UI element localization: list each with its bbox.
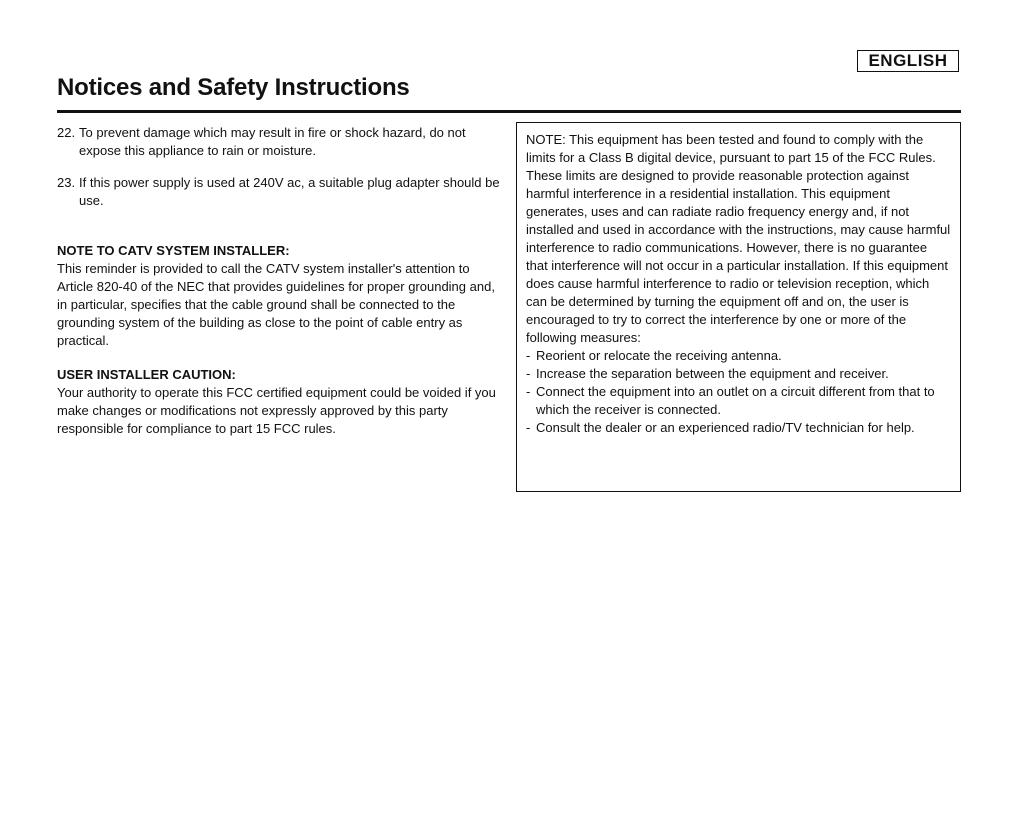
title-divider	[57, 110, 961, 113]
measures-list	[526, 347, 952, 437]
list-item	[526, 347, 952, 365]
caution-heading: USER INSTALLER CAUTION:	[57, 367, 236, 382]
item-text: To prevent damage which may result in fire or shock hazard, do not expose this appliance to rain or moisture.	[79, 125, 466, 158]
catv-heading: NOTE TO CATV SYSTEM INSTALLER:	[57, 243, 290, 258]
page-title: Notices and Safety Instructions	[57, 74, 410, 101]
caution-paragraph: Your authority to operate this FCC certified equipment could be voided if you make changes or modifications not expressly approved by this party responsible for compliance to part 15 FCC rules.	[57, 385, 496, 436]
measure-text: Connect the equipment into an outlet on a circuit different from that to which the receiver is connected.	[536, 384, 935, 417]
measure-text: Increase the separation between the equipment and receiver.	[536, 366, 889, 381]
catv-paragraph: This reminder is provided to call the CATV system installer's attention to Article 820-40 of the NEC that provides guidelines for proper grounding and, in particular, specifies that the cable ground shall be connected to the grounding system of the building as close to the point of cable entry as practical.	[57, 261, 495, 348]
item-number: 23.	[57, 175, 76, 190]
item-text: If this power supply is used at 240V ac, a suitable plug adapter should be use.	[79, 175, 500, 208]
list-item	[526, 383, 952, 419]
measure-text: Reorient or relocate the receiving antenna.	[536, 348, 782, 363]
bullet-dash: -	[526, 420, 531, 435]
measure-text: Consult the dealer or an experienced radio/TV technician for help.	[536, 420, 915, 435]
bullet-dash: -	[526, 348, 531, 363]
left-column	[57, 124, 502, 438]
fcc-notice-box	[516, 122, 961, 492]
safety-item-23	[57, 174, 502, 210]
item-number: 22.	[57, 125, 76, 140]
language-badge: ENGLISH	[857, 50, 959, 72]
list-item	[526, 419, 952, 437]
bullet-dash: -	[526, 366, 531, 381]
bullet-dash: -	[526, 384, 531, 399]
fcc-notice-text: NOTE: This equipment has been tested and found to comply with the limits for a Class B digital device, pursuant to part 15 of the FCC Rules. These limits are designed to provide reasonable protection against harmful interference in a residential installation. This equipment generates, uses and can radiate radio frequency energy and, if not installed and used in accordance with the instructions, may cause harmful interference to radio communications. However, there is no guarantee that interference will not occur in a particular installation. If this equipment does cause harmful interference to radio or television reception, which can be determined by turning the equipment off and on, the user is encouraged to try to correct the interference by one or more of the following measures:	[526, 132, 951, 345]
safety-item-22	[57, 124, 502, 160]
list-item	[526, 365, 952, 383]
